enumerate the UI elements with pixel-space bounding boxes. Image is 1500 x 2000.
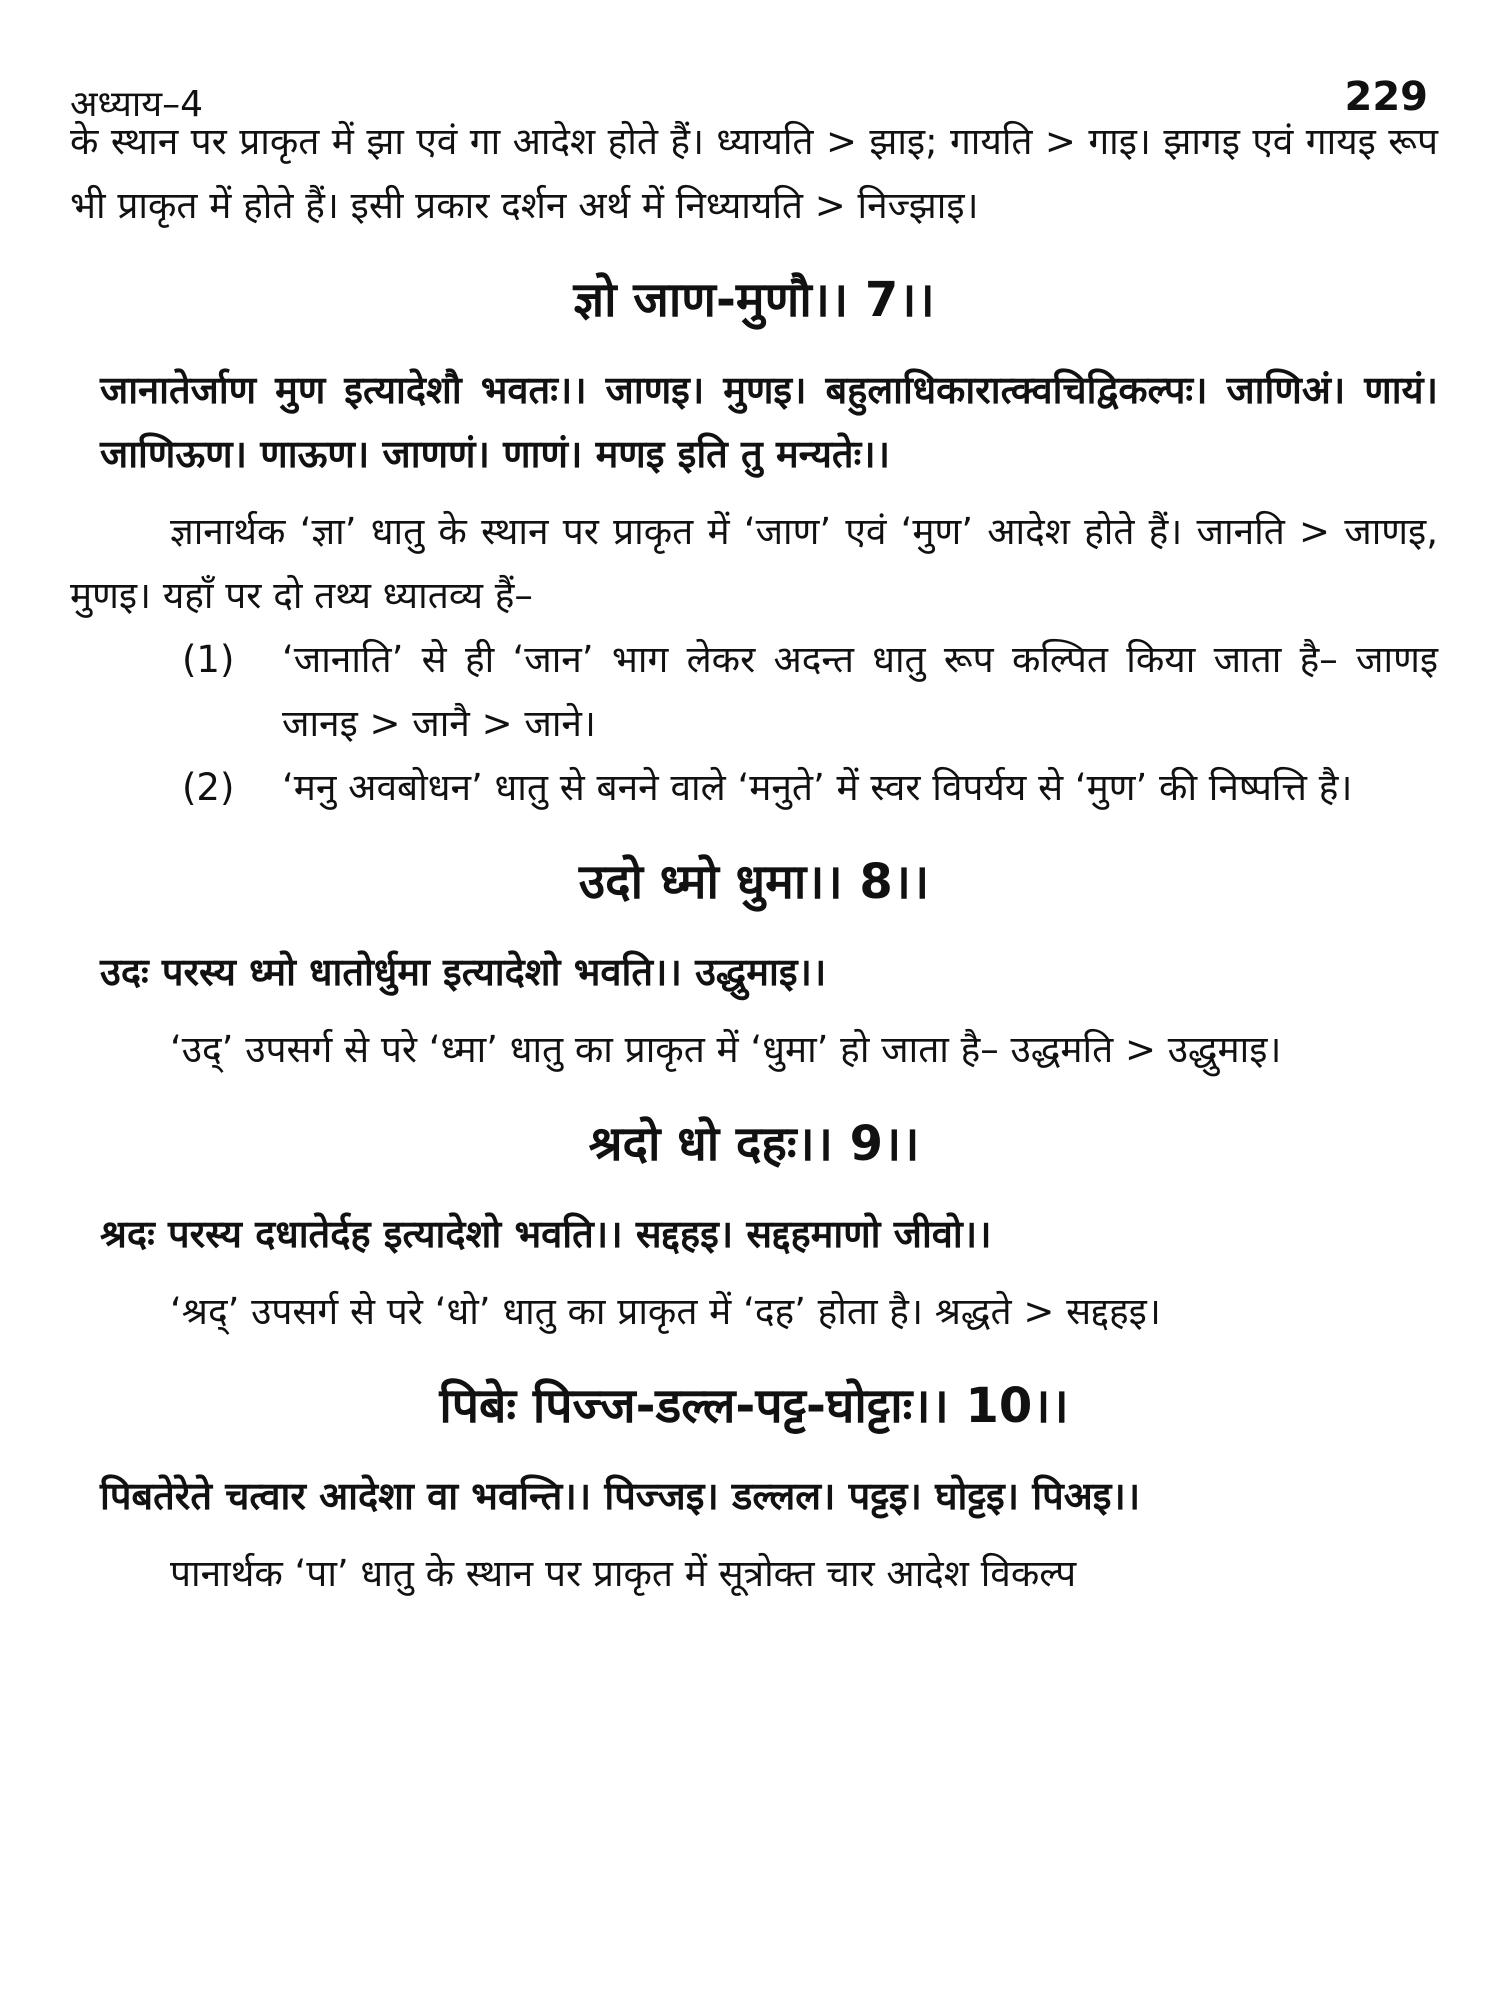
chapter-heading: अध्याय–4 xyxy=(70,84,204,125)
sutra-10-explanation: पानार्थक ‘पा’ धातु के स्थान पर प्राकृत में सूत्रोक्त चार आदेश विकल्प xyxy=(170,1552,1077,1595)
sutra-9-heading: श्रदो धो दहः।। 9।। xyxy=(588,1116,920,1172)
list-text: ‘जानाति’ से ही ‘जान’ भाग लेकर अदन्त धातु रूप कल्पित किया जाता है– जाणइ जानइ > जानै > जाने। xyxy=(282,638,1438,745)
page-number: 229 xyxy=(1344,74,1428,120)
sutra-7-heading: ज्ञो जाण-मुणौ।। 7।। xyxy=(573,272,935,328)
paragraph-continuation: के स्थान पर प्राकृत में झा एवं गा आदेश होते हैं। ध्यायति > झाइ; गायति > गाइ। झागइ एवं गायइ रूप भी प्राकृत में होते हैं। इसी प्रकार दर्शन अर्थ में निध्यायति > निज्झाइ। xyxy=(70,120,1438,227)
sutra-7-vritti: जानातेर्जाण मुण इत्यादेशौ भवतः।। जाणइ। मुणइ। बहुलाधिकारात्क्वचिद्विकल्पः। जाणिअं। णायं। जाणिऊण। णाऊण। जाणणं। णाणं। मणइ इति तु मन्यतेः।। xyxy=(100,368,1438,476)
list-item xyxy=(182,756,1438,820)
sutra-8-explanation: ‘उद्’ उपसर्ग से परे ‘ध्मा’ धातु का प्राकृत में ‘धुमा’ हो जाता है– उद्धमति > उद्धुमाइ। xyxy=(170,1028,1282,1071)
sutra-7-explanation: ज्ञानार्थक ‘ज्ञा’ धातु के स्थान पर प्राकृत में ‘जाण’ एवं ‘मुण’ आदेश होते हैं। जानति > जाणइ, मुणइ। यहाँ पर दो तथ्य ध्यातव्य हैं– xyxy=(70,510,1438,617)
sutra-10-vritti: पिबतेरेते चत्वार आदेशा वा भवन्ति।। पिज्जइ। डल्लल। पट्टइ। घोट्टइ। पिअइ।। xyxy=(100,1474,1141,1518)
list-text: ‘मनु अवबोधन’ धातु से बनने वाले ‘मनुते’ में स्वर विपर्यय से ‘मुण’ की निष्पत्ति है। xyxy=(282,766,1353,809)
list-number: (1) xyxy=(182,638,235,681)
running-head xyxy=(70,0,1438,125)
sutra-9-vritti: श्रदः परस्य दधातेर्दह इत्यादेशो भवति।। सद्दहइ। सद्दहमाणो जीवो।। xyxy=(100,1212,992,1256)
sutra-8-heading: उदो ध्मो धुमा।। 8।। xyxy=(578,854,930,910)
list-item xyxy=(182,628,1438,756)
list-number: (2) xyxy=(182,766,235,809)
sutra-9-explanation: ‘श्रद्’ उपसर्ग से परे ‘धो’ धातु का प्राकृत में ‘दह’ होता है। श्रद्धते > सद्दहइ। xyxy=(170,1290,1161,1333)
sutra-8-vritti: उदः परस्य ध्मो धातोर्धुमा इत्यादेशो भवति।। उद्धुमाइ।। xyxy=(100,950,827,994)
sutra-10-heading: पिबेः पिज्ज-डल्ल-पट्ट-घोट्टाः।। 10।। xyxy=(439,1378,1069,1434)
